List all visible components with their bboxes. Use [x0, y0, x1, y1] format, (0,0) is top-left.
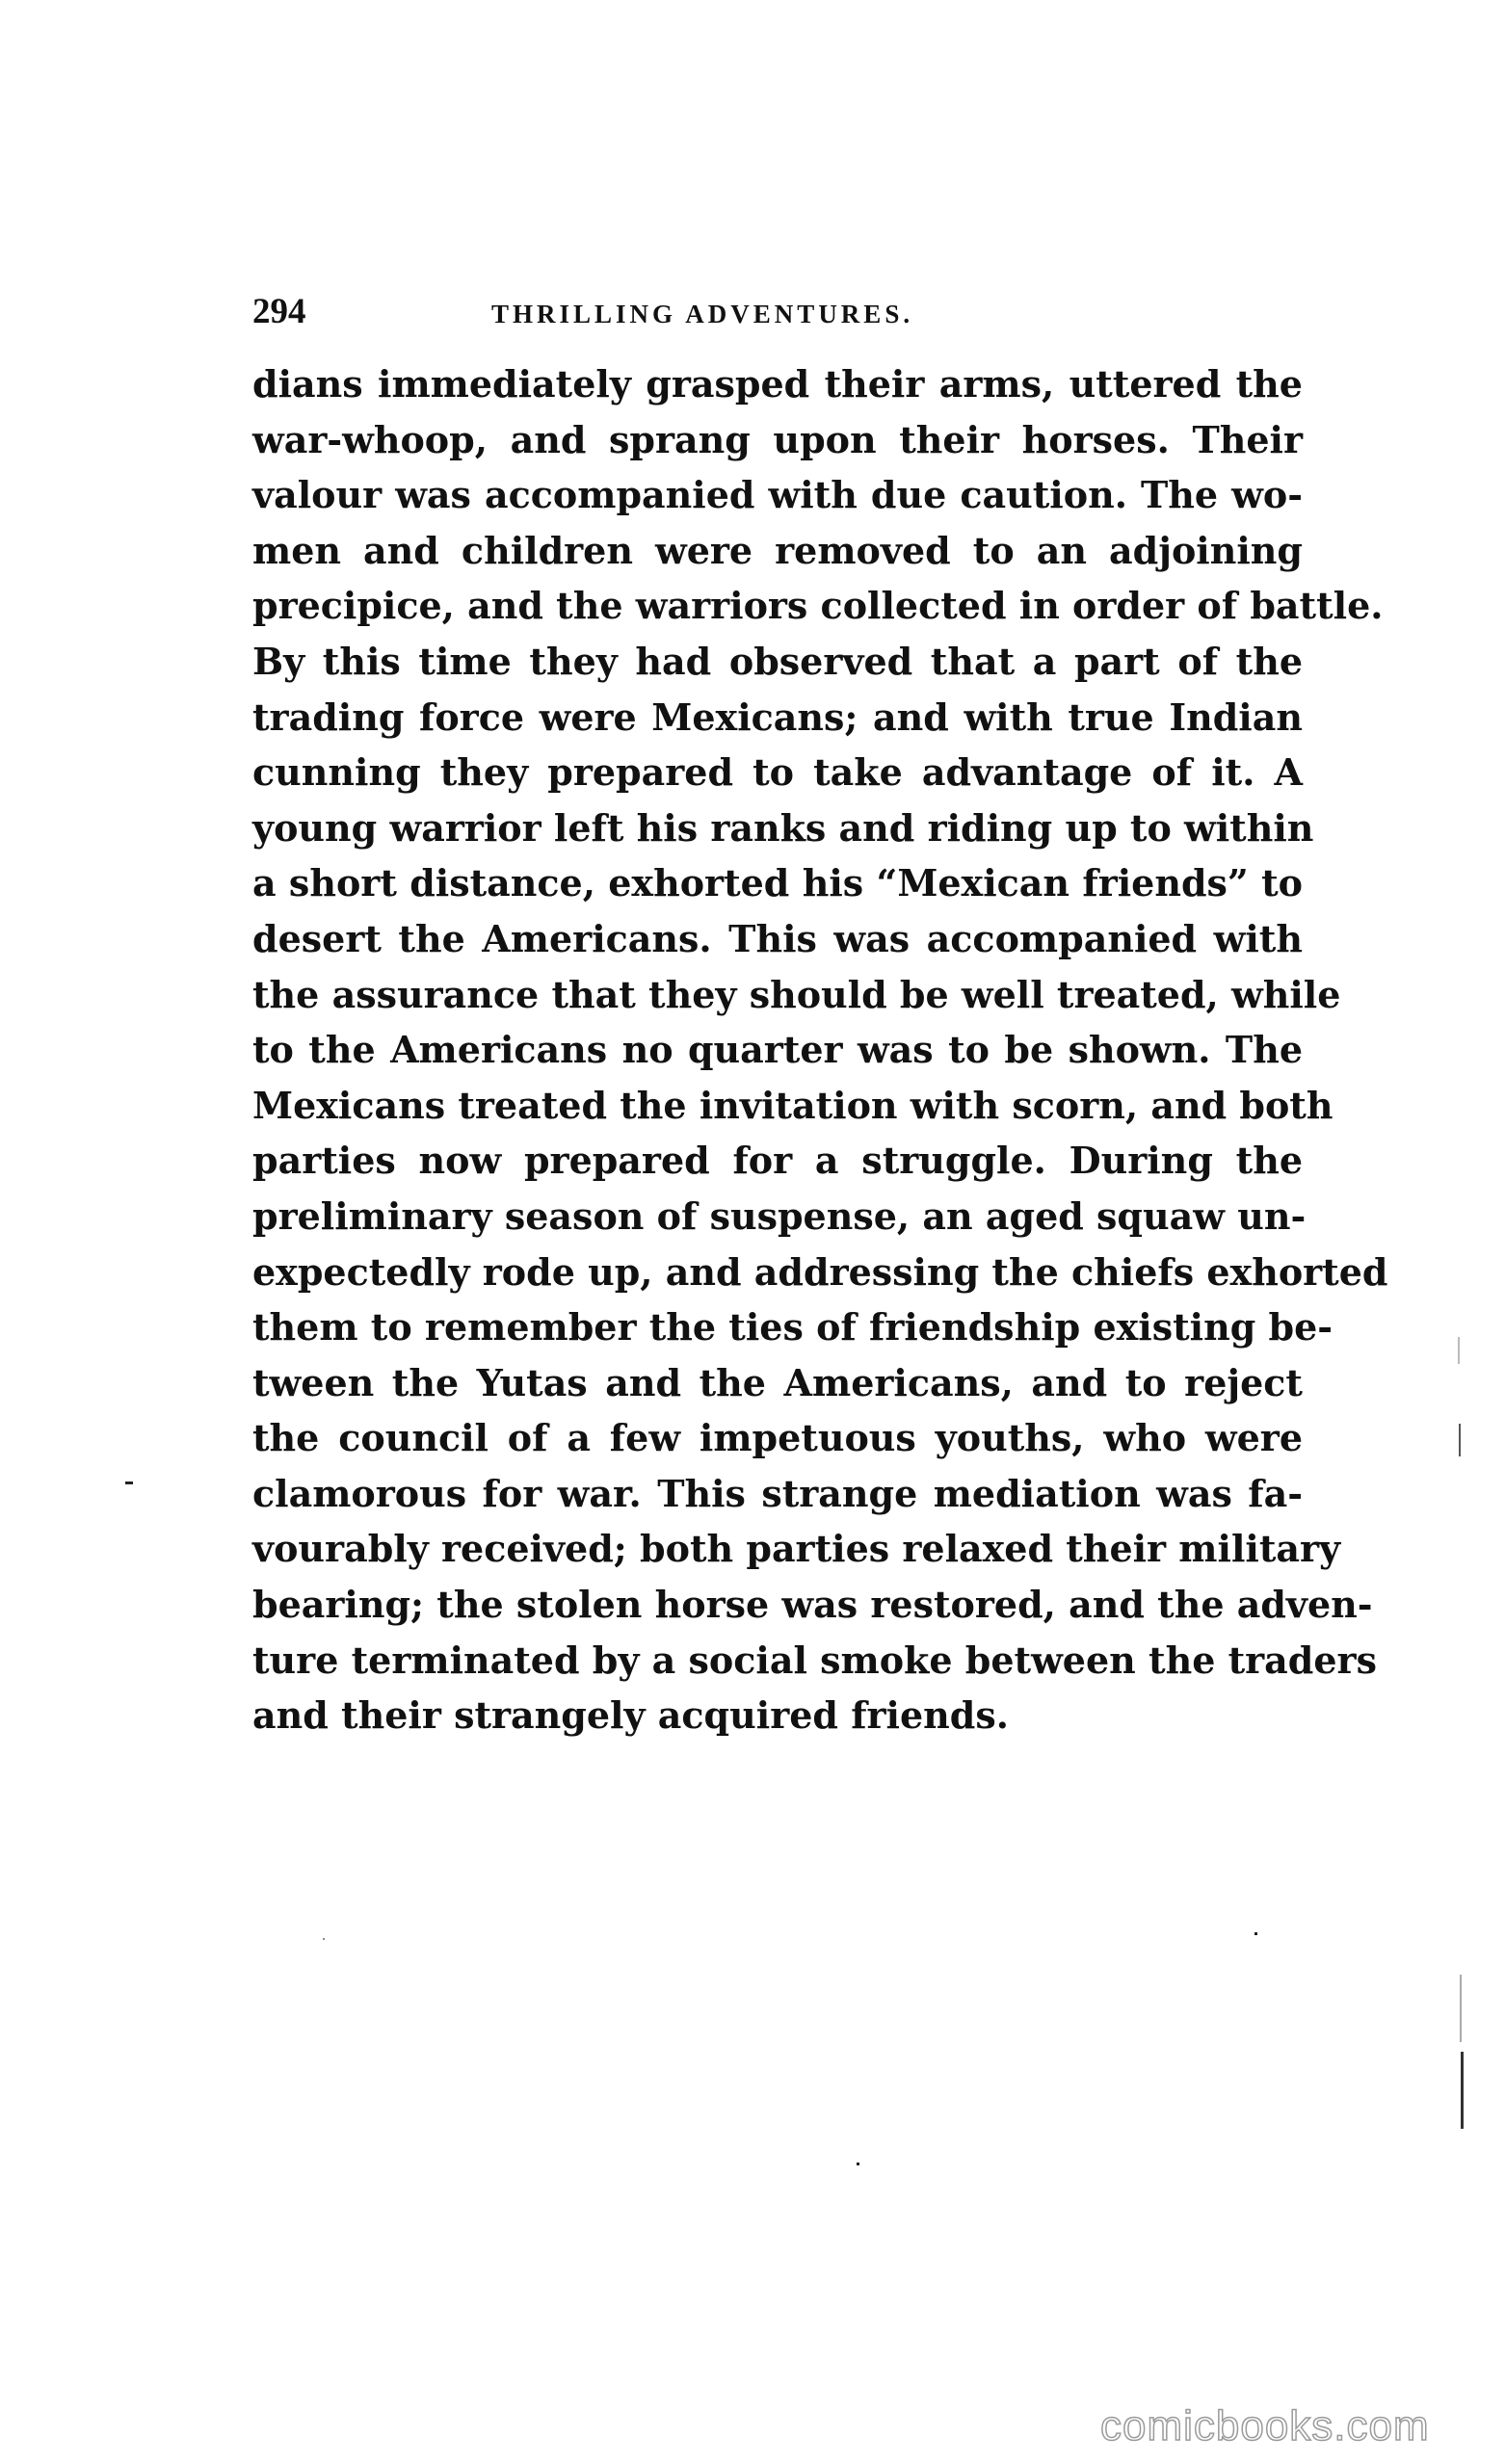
text-line: dians immediately grasped their arms, uttered the	[252, 362, 1303, 406]
text-line: valour was accompanied with due caution. The wo-	[252, 473, 1303, 517]
text-line: bearing; the stolen horse was restored, and the adven-	[252, 1583, 1373, 1627]
text-line: cunning they prepared to take advantage of it. A	[252, 750, 1303, 795]
text-line: vourably received; both parties relaxed their military	[252, 1527, 1341, 1571]
text-line: parties now prepared for a struggle. During the	[252, 1139, 1303, 1183]
scan-edge-mark	[1459, 1424, 1461, 1456]
body-paragraph	[252, 356, 1388, 1743]
running-head	[252, 291, 1293, 349]
text-line-last: and their strangely acquired friends.	[252, 1693, 1009, 1738]
text-line: tween the Yutas and the Americans, and to reject	[252, 1360, 1303, 1404]
text-line: trading force were Mexicans; and with true Indian	[252, 695, 1303, 739]
text-line: By this time they had observed that a part of the	[252, 639, 1303, 683]
scan-speck	[125, 1481, 133, 1484]
text-line: a short distance, exhorted his “Mexican friends” to	[252, 861, 1303, 905]
scan-speck	[323, 1938, 325, 1940]
text-line: Mexicans treated the invitation with scorn, and both	[252, 1083, 1333, 1127]
watermark-logo: comicbooks.com	[1100, 2402, 1430, 2450]
scan-edge-mark	[1461, 2052, 1464, 2129]
text-line: to the Americans no quarter was to be shown. The	[252, 1028, 1303, 1072]
text-line: clamorous for war. This strange mediation was fa-	[252, 1471, 1303, 1515]
text-line: ture terminated by a social smoke between the traders	[252, 1638, 1377, 1682]
scan-speck	[857, 2163, 859, 2165]
scan-speck	[1254, 1932, 1257, 1935]
text-line: expectedly rode up, and addressing the chiefs exhorted	[252, 1249, 1388, 1294]
text-line: preliminary season of suspense, an aged squaw un-	[252, 1193, 1307, 1238]
text-line: war-whoop, and sprang upon their horses. Their	[252, 417, 1303, 461]
text-line: the assurance that they should be well treated, while	[252, 972, 1341, 1016]
text-line: them to remember the ties of friendship existing be-	[252, 1305, 1333, 1350]
text-line: the council of a few impetuous youths, who were	[252, 1416, 1303, 1460]
text-line: precipice, and the warriors collected in order of battle.	[252, 584, 1384, 628]
running-title: THRILLING ADVENTURES.	[491, 300, 914, 328]
text-line: men and children were removed to an adjoining	[252, 528, 1303, 572]
text-line: desert the Americans. This was accompanied with	[252, 916, 1303, 960]
scan-edge-mark	[1458, 1337, 1460, 1364]
text-line: young warrior left his ranks and riding up to within	[252, 805, 1314, 850]
scan-edge-mark	[1460, 1975, 1462, 2042]
page-number: 294	[252, 292, 306, 331]
